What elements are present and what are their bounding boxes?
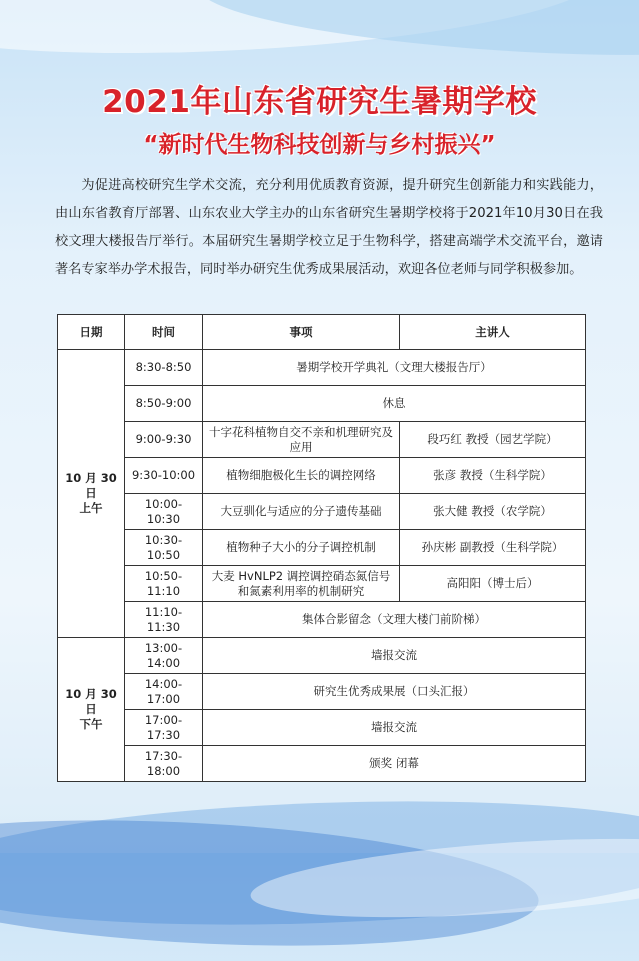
morning-date: 10 月 30 日 — [65, 471, 117, 500]
table-row — [58, 386, 586, 422]
time-cell: 8:50-9:00 — [125, 386, 203, 422]
item-cell: 休息 — [203, 386, 586, 422]
table-row — [58, 530, 586, 566]
header-time: 时间 — [125, 315, 203, 350]
afternoon-date-cell — [58, 638, 125, 782]
item-cell: 墙报交流 — [203, 710, 586, 746]
time-cell: 8:30-8:50 — [125, 350, 203, 386]
item-cell: 大豆驯化与适应的分子遗传基础 — [203, 494, 400, 530]
item-cell: 研究生优秀成果展（口头汇报） — [203, 674, 586, 710]
item-cell: 集体合影留念（文理大楼门前阶梯） — [203, 602, 586, 638]
table-row — [58, 710, 586, 746]
item-cell: 颁奖 闭幕 — [203, 746, 586, 782]
item-cell: 大麦 HvNLP2 调控调控硝态氮信号和氮素利用率的机制研究 — [203, 566, 400, 602]
speaker-cell: 孙庆彬 副教授（生科学院） — [400, 530, 586, 566]
table-row — [58, 638, 586, 674]
schedule-table — [57, 314, 586, 782]
time-cell: 10:30-10:50 — [125, 530, 203, 566]
time-cell: 11:10-11:30 — [125, 602, 203, 638]
header-date: 日期 — [58, 315, 125, 350]
time-cell: 9:30-10:00 — [125, 458, 203, 494]
speaker-cell: 高阳阳（博士后） — [400, 566, 586, 602]
speaker-cell: 张大健 教授（农学院） — [400, 494, 586, 530]
item-cell: 植物种子大小的分子调控机制 — [203, 530, 400, 566]
table-row — [58, 494, 586, 530]
table-row — [58, 422, 586, 458]
table-row — [58, 458, 586, 494]
table-row — [58, 602, 586, 638]
table-row — [58, 566, 586, 602]
speaker-cell: 张彦 教授（生科学院） — [400, 458, 586, 494]
time-cell: 17:30-18:00 — [125, 746, 203, 782]
page-subtitle: “新时代生物科技创新与乡村振兴” — [143, 132, 496, 158]
morning-date-cell — [58, 350, 125, 638]
morning-period: 上午 — [79, 501, 103, 515]
time-cell: 17:00-17:30 — [125, 710, 203, 746]
item-cell: 十字花科植物自交不亲和机理研究及应用 — [203, 422, 400, 458]
afternoon-date: 10 月 30 日 — [65, 687, 117, 716]
item-cell: 植物细胞极化生长的调控网络 — [203, 458, 400, 494]
afternoon-period: 下午 — [79, 717, 103, 731]
time-cell: 13:00-14:00 — [125, 638, 203, 674]
item-cell: 墙报交流 — [203, 638, 586, 674]
time-cell: 10:50-11:10 — [125, 566, 203, 602]
table-row — [58, 674, 586, 710]
item-cell: 暑期学校开学典礼（文理大楼报告厅） — [203, 350, 586, 386]
time-cell: 14:00-17:00 — [125, 674, 203, 710]
table-row — [58, 350, 586, 386]
time-cell: 9:00-9:30 — [125, 422, 203, 458]
speaker-cell: 段巧红 教授（园艺学院） — [400, 422, 586, 458]
header-speaker: 主讲人 — [400, 315, 586, 350]
time-cell: 10:00-10:30 — [125, 494, 203, 530]
table-header-row — [58, 315, 586, 350]
table-row — [58, 746, 586, 782]
page-title: 2021年山东省研究生暑期学校 — [102, 84, 537, 120]
intro-paragraph: 为促进高校研究生学术交流，充分利用优质教育资源，提升研究生创新能力和实践能力，由山东省教育厅部署、山东农业大学主办的山东省研究生暑期学校将于2021年10月30日在我校文理大楼报告厅举行。本届研究生暑期学校立足于生物科学，搭建高端学术交流平台，邀请著名专家举办学术报告，同时举办研究生优秀成果展活动，欢迎各位老师与同学积极参加。 — [55, 178, 603, 277]
header-item: 事项 — [203, 315, 400, 350]
